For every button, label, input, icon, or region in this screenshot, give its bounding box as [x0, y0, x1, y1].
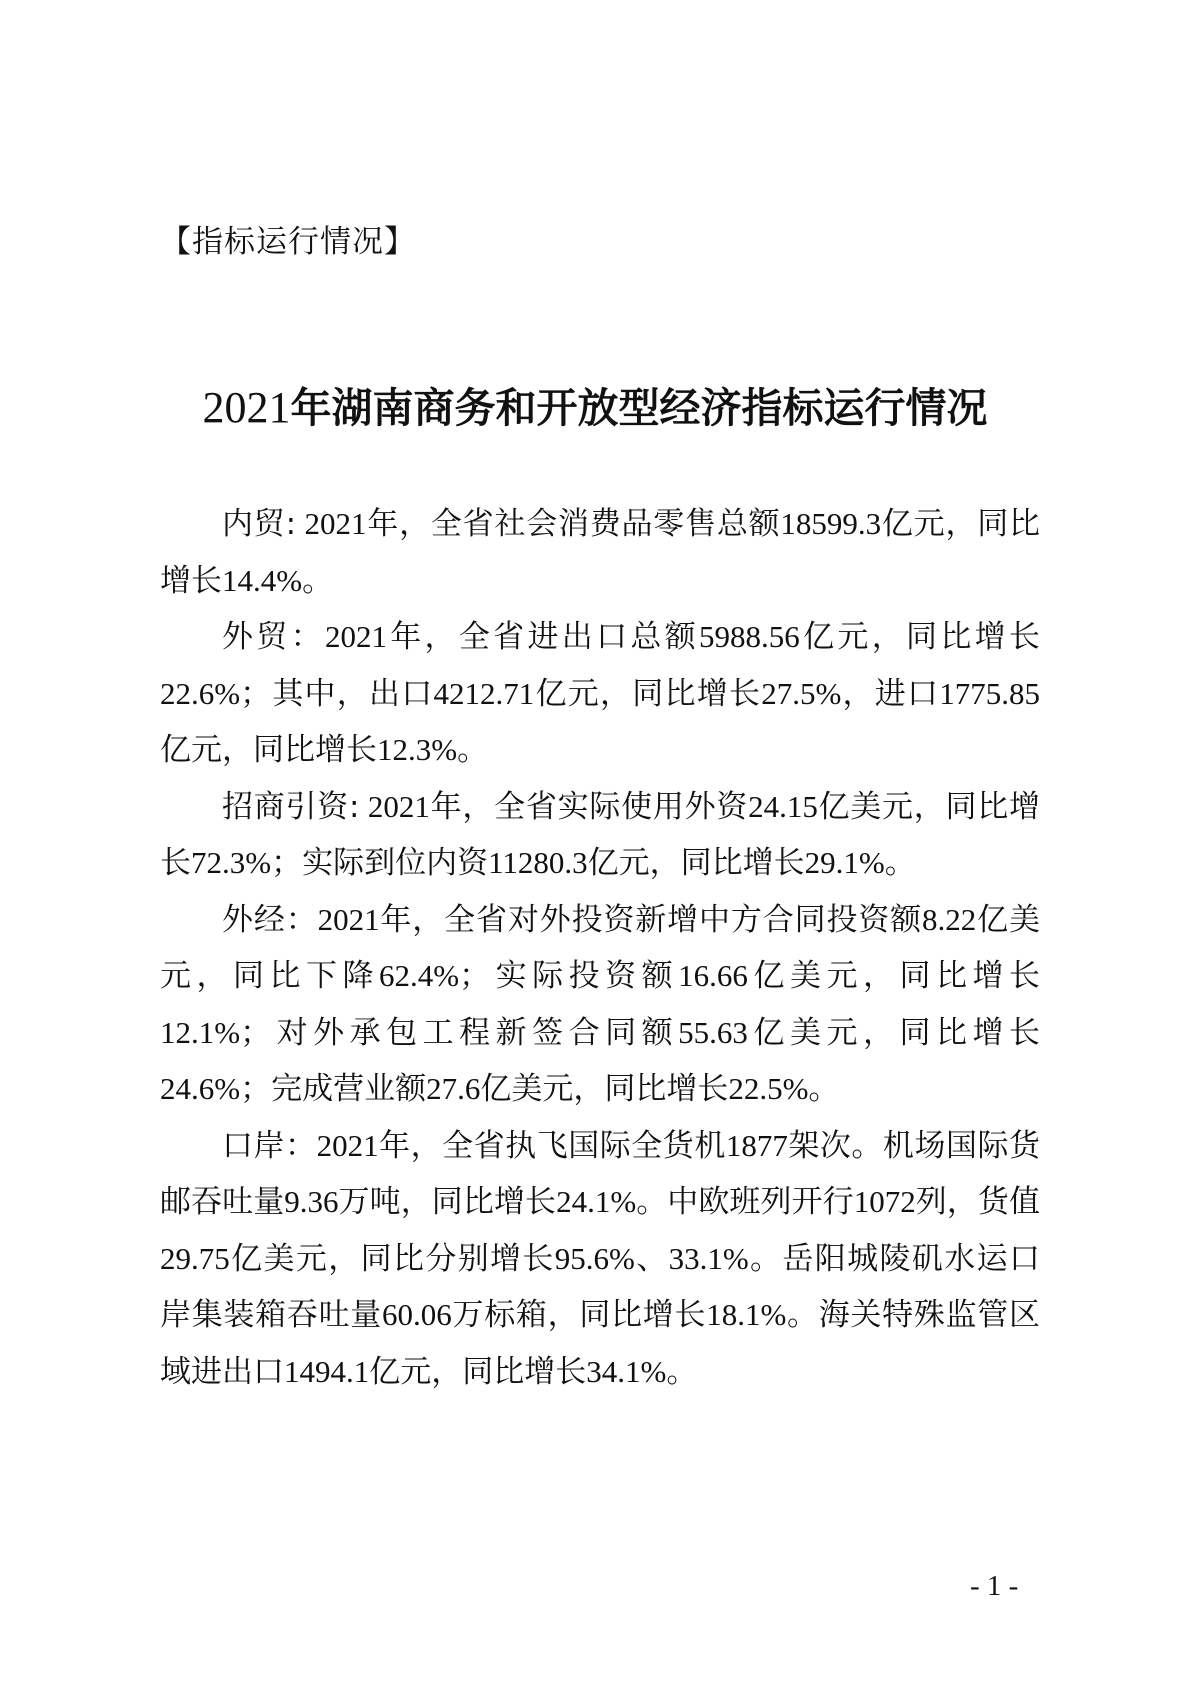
section-tag: 【指标运行情况】 [160, 224, 416, 260]
paragraph-investment-attraction [160, 779, 1040, 892]
title-year: 2021 [202, 383, 291, 432]
paragraph-text: 2021年，全省对外投资新增中方合同投资额8.22亿美元，同比下降62.4%；实际投资额16.66亿美元，同比增长12.1%；对外承包工程新签合同额55.63亿美元，同比增长24.6%；完成营业额27.6亿美元，同比增长22.5%。 [160, 901, 1041, 1106]
document-body [160, 496, 1040, 1400]
page-number: - 1 - [970, 1570, 1019, 1602]
paragraph-text: 2021年，全省实际使用外资24.15亿美元，同比增长72.3%；实际到位内资11280.3亿元，同比增长29.1%。 [160, 788, 1041, 880]
paragraph-ports [160, 1118, 1040, 1401]
paragraph-foreign-economic [160, 892, 1040, 1118]
paragraph-lead-separator: ： [285, 1127, 317, 1164]
paragraph-lead-separator: ： [285, 901, 318, 938]
paragraph-lead: 招商引资 [222, 788, 349, 825]
paragraph-lead: 口岸 [222, 1127, 286, 1164]
paragraph-lead-separator: ： [290, 619, 325, 655]
paragraph-lead-separator: : [285, 506, 297, 542]
paragraph-lead: 外贸 [222, 619, 291, 655]
paragraph-lead-separator: : [348, 788, 360, 825]
paragraph-text: 2021年，全省社会消费品零售总额18599.3亿元，同比增长14.4%。 [160, 506, 1041, 598]
paragraph-text: 2021年，全省执飞国际全货机1877架次。机场国际货邮吞吐量9.36万吨，同比增长24.1%。中欧班列开行1072列，货值29.75亿美元，同比分别增长95.6%、33.1%。岳阳城陵矶水运口岸集装箱吞吐量60.06万标箱，同比增长18.1%。海关特殊监管区域进出口1494.1亿元，同比增长34.1%。 [160, 1127, 1041, 1389]
title-text: 年湖南商务和开放型经济指标运行情况 [290, 384, 988, 432]
paragraph-foreign-trade [160, 609, 1040, 779]
paragraph-text: 2021年，全省进出口总额5988.56亿元，同比增长22.6%；其中，出口4212.71亿元，同比增长27.5%，进口1775.85亿元，同比增长12.3%。 [160, 619, 1040, 767]
paragraph-lead: 内贸 [222, 506, 286, 542]
paragraph-domestic-trade [160, 496, 1040, 609]
page-title [0, 380, 1190, 436]
paragraph-lead: 外经 [222, 901, 286, 938]
